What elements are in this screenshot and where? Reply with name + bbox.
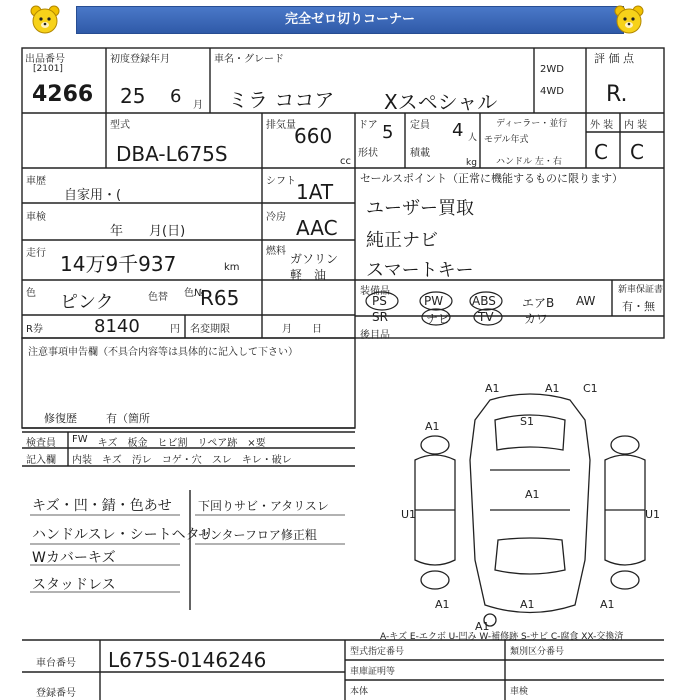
inspector-note-right: センターフロア修正粗: [198, 528, 317, 542]
equip-sr: SR: [372, 310, 388, 324]
model-name: ミラ ココア: [228, 88, 335, 112]
use-value: 自家用・(: [64, 188, 122, 203]
door-value: 5: [382, 122, 394, 143]
damage-mark: A1: [485, 382, 500, 395]
fuel-label: 燃料: [266, 246, 286, 257]
displacement-label: 排気量: [266, 120, 296, 131]
damage-mark: A1: [545, 382, 560, 395]
equip-ps: PS: [372, 294, 387, 308]
mileage-value: 14万9千937: [60, 252, 177, 276]
seat-value: 4: [452, 120, 464, 141]
use-label: 車歴: [26, 176, 46, 187]
lot-sub: [2101]: [33, 64, 63, 74]
equip-airbag: エアB: [522, 296, 555, 310]
inspector-row2: [72, 451, 292, 466]
interior-value: C: [630, 140, 644, 164]
type-value: DBA-L675S: [116, 142, 228, 166]
damage-mark: C1: [583, 382, 598, 395]
notes-label: 注意事項申告欄（不具合内容等は具体的に記入して下さい）: [28, 347, 298, 358]
lot-number: 4266: [32, 82, 94, 107]
car-damage-diagram: [395, 380, 665, 635]
inspector-code: 汚レ: [131, 455, 152, 466]
recycle-value: 8140: [94, 316, 140, 337]
reg-month-unit: 月: [193, 100, 203, 111]
chassis-value: L675S-0146246: [108, 648, 267, 672]
inspector-note-right: 下回りサビ・アタリスレ: [198, 499, 329, 513]
mileage-unit: km: [224, 262, 240, 273]
displacement-value: 660: [294, 124, 333, 148]
damage-mark: A1: [425, 420, 440, 433]
equipment-label: 装備品: [360, 286, 390, 297]
inspector-code: ×要: [247, 438, 266, 449]
inspector-code: キズ: [97, 438, 118, 449]
garage-cert-label: 車庫証明等: [350, 667, 396, 677]
damage-mark: A1: [525, 488, 540, 501]
rear-seat-label: 後目品: [360, 330, 390, 341]
inspector-code: FW: [72, 434, 88, 445]
grade: Xスペシャル: [384, 90, 498, 114]
drive-2wd: 2WD: [540, 64, 564, 75]
load-unit: kg: [466, 158, 477, 168]
inspector-entry-label: 記入欄: [26, 455, 56, 466]
equip-aw: AW: [576, 294, 596, 308]
model-label: 車名・グレード: [214, 54, 284, 65]
door-label: ドア: [358, 120, 378, 131]
warranty-value: 有・無: [622, 300, 655, 313]
inspection-label: 車検: [26, 212, 46, 223]
equipment-circles: [364, 290, 564, 330]
equip-pw: PW: [424, 294, 444, 308]
seat-label: 定員: [410, 120, 430, 131]
shift-value: 1AT: [296, 180, 334, 204]
ac-value: AAC: [296, 216, 338, 240]
recycle-unit: 円: [170, 324, 180, 335]
model-year-label: モデル年式: [484, 135, 529, 145]
exterior-label: 外 装: [590, 120, 614, 131]
top-bar: [0, 0, 700, 40]
registration-label: 登録番号: [36, 688, 76, 699]
body-label: 本体: [350, 687, 369, 697]
reg-year: 25: [120, 84, 146, 108]
handle-label: ハンドル 左・右: [496, 157, 562, 167]
reg-label: 初度登録年月: [110, 54, 170, 65]
name-change-value: 月 日: [282, 324, 322, 335]
reg-month: 6: [170, 86, 182, 107]
inspector-code: リペア跡: [197, 438, 238, 449]
shift-label: シフト: [266, 176, 296, 187]
damage-mark: A1: [475, 620, 490, 633]
damage-mark: A1: [600, 598, 615, 611]
class-code-label: 類別区分番号: [510, 647, 565, 657]
mileage-label: 走行: [26, 248, 46, 259]
inspector-code: キレ・破レ: [241, 455, 292, 466]
damage-mark: S1: [520, 415, 534, 428]
inspector-code: ヒビ割: [157, 438, 188, 449]
equip-navi: ナビ: [426, 312, 451, 326]
inspector-code: 板金: [127, 438, 148, 449]
damage-mark: U1: [401, 508, 417, 521]
banner-title: 完全ゼロ切りコーナー: [284, 12, 415, 27]
color-change-label: 色替: [148, 292, 168, 303]
seat-unit: 人: [468, 133, 478, 143]
equip-tv: TV: [478, 310, 494, 324]
chassis-label: 車台番号: [36, 658, 76, 669]
displacement-unit: cc: [340, 156, 351, 167]
score-value: R.: [606, 82, 628, 107]
color-no-value: R65: [200, 286, 240, 310]
damage-mark: A1: [520, 598, 535, 611]
dealer-label: ディーラー・並行: [496, 119, 568, 129]
inspector-label: 検査員: [26, 438, 56, 449]
ac-label: 冷房: [266, 212, 286, 223]
drive-4wd: 4WD: [540, 86, 564, 97]
repair-value: 有（箇所: [106, 412, 150, 425]
inspector-row1: [72, 434, 266, 449]
inspection-value: 年 月(日): [110, 224, 186, 239]
warranty-label: 新車保証書: [618, 285, 664, 295]
inspector-note: ハンドルスレ・シートヘタリ: [32, 527, 214, 543]
lot-label: 出品番号: [25, 54, 65, 65]
inspector-code: コゲ・穴: [161, 455, 202, 466]
name-change-label: 名変期限: [190, 324, 230, 335]
inspector-note: Wカバーキズ: [32, 550, 116, 566]
score-label: 評 価 点: [594, 52, 634, 65]
type-designation-label: 型式指定番号: [350, 647, 405, 657]
inspector-code: スレ: [211, 455, 232, 466]
sales-point-label: セールスポイント（正常に機能するものに限ります）: [360, 172, 624, 185]
corner-banner: [76, 6, 624, 34]
interior-label: 内 装: [624, 120, 648, 131]
bear-mascot-icon: [28, 3, 62, 37]
equip-leather: カワ: [524, 312, 549, 326]
damage-mark: U1: [645, 508, 661, 521]
fuel-diesel: 軽 油: [290, 268, 327, 282]
load-label: 積載: [410, 148, 430, 159]
recycle-label: R券: [26, 324, 43, 335]
color-no-label: 色№: [184, 288, 205, 299]
inspector-code: 内装: [72, 455, 92, 466]
type-label: 型式: [110, 120, 130, 131]
equip-abs: ABS: [472, 294, 496, 308]
exterior-value: C: [594, 140, 608, 164]
repair-label: 修復歴: [44, 412, 77, 425]
inspector-note: キズ・凹・錆・色あせ: [32, 498, 172, 514]
diagram-legend: A-キズ E-エクボ U-凹み W-補修跡 S-サビ C-腐食 XX-交換済: [380, 632, 624, 642]
color-label: 色: [26, 288, 36, 299]
damage-mark: A1: [435, 598, 450, 611]
shape-label: 形状: [358, 148, 378, 159]
inspector-note: スタッドレス: [32, 577, 116, 593]
sales-point: スマートキー: [366, 260, 474, 281]
color-value: ピンク: [60, 292, 114, 313]
sales-point: ユーザー買取: [366, 198, 474, 219]
fuel-gas: ガソリン: [290, 252, 339, 266]
inspector-code: キズ: [102, 455, 122, 466]
sales-point: 純正ナビ: [366, 230, 438, 251]
bear-mascot-icon: [612, 3, 646, 37]
inspection-footer-label: 車検: [510, 687, 529, 697]
